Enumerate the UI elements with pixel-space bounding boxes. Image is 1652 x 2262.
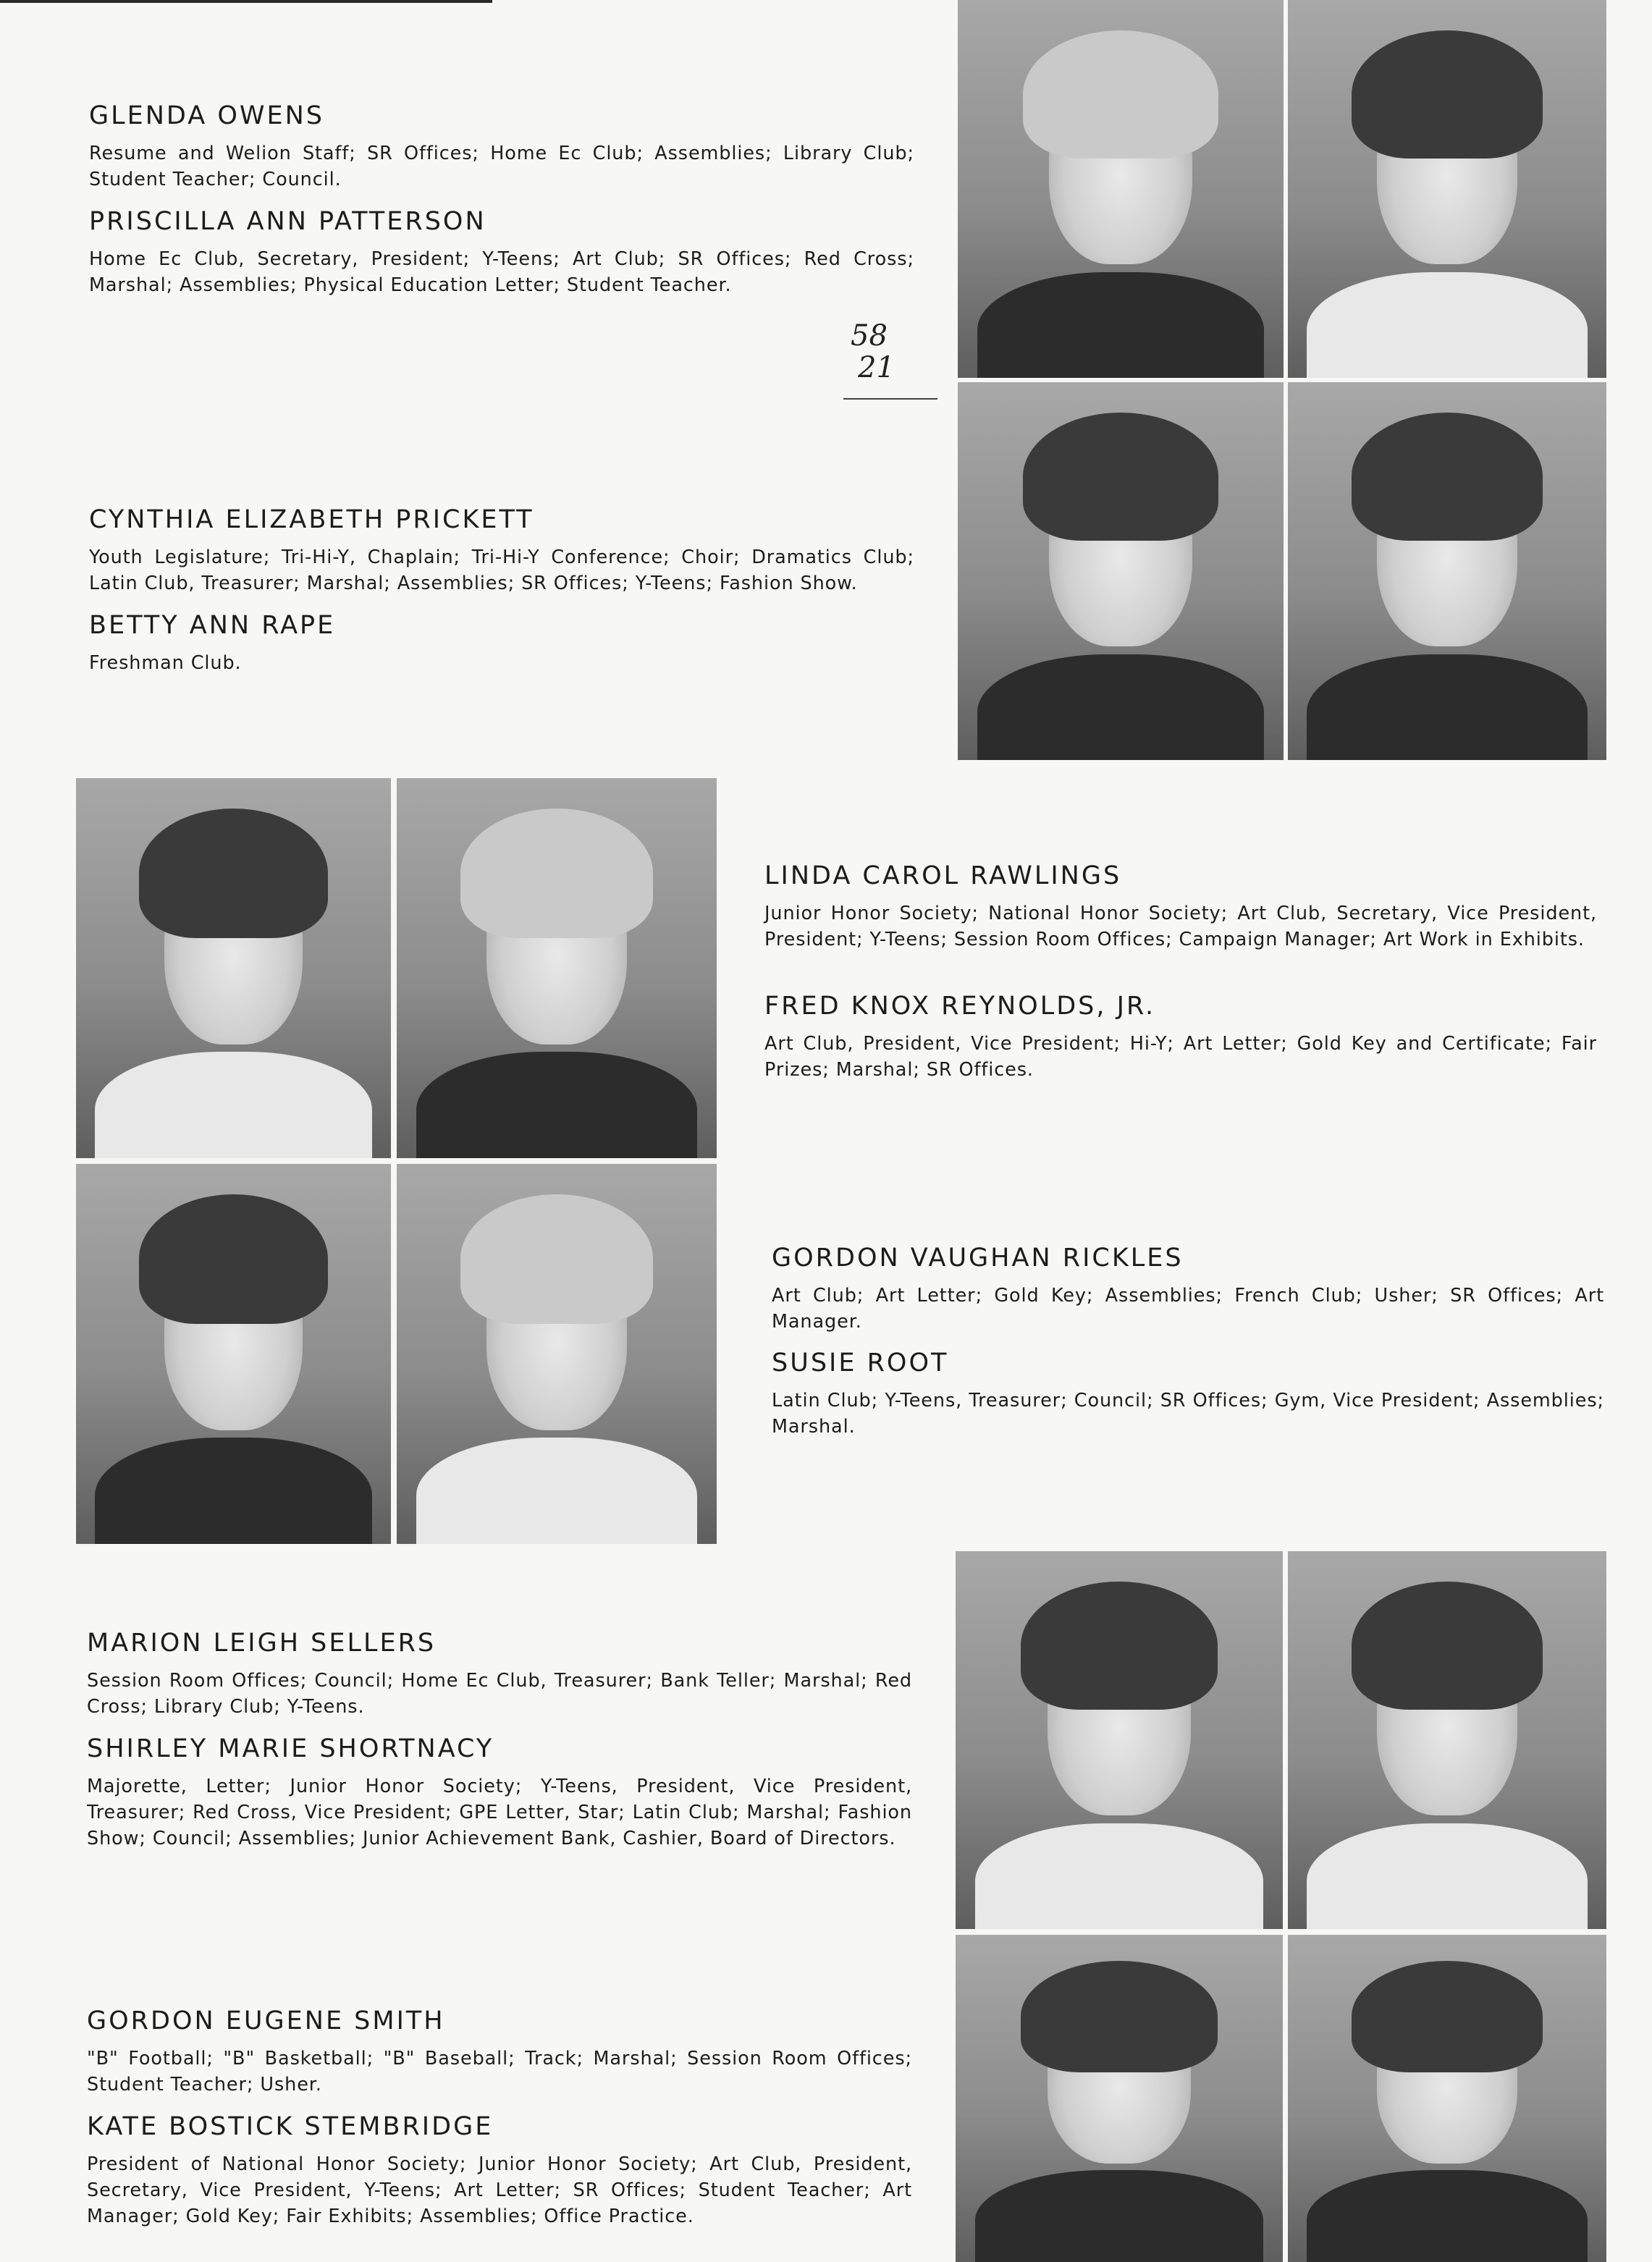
senior-entry (87, 2006, 912, 2098)
student-name: GLENDA OWENS (89, 101, 324, 130)
senior-entry (87, 2112, 912, 2229)
handwritten-note (851, 320, 895, 384)
student-activities: Latin Club; Y-Teens, Treasurer; Council; SR Offices; Gym, Vice President; Assemblies; Marshal. (772, 1390, 1604, 1438)
student-name: SHIRLEY MARIE SHORTNACY (87, 1734, 494, 1763)
student-name: BETTY ANN RAPE (89, 611, 336, 640)
handwritten-line-2: 21 (858, 351, 895, 384)
student-name: LINDA CAROL RAWLINGS (764, 861, 1122, 890)
student-activities: Freshman Club. (89, 652, 242, 674)
student-activities: Youth Legislature; Tri-Hi-Y, Chaplain; Tri-Hi-Y Conference; Choir; Dramatics Club; Latin Club, Treasurer; Marshal; Assemblies; SR Offices; Y-Teens; Fashion Show. (89, 546, 914, 594)
portrait-photo (958, 382, 1284, 760)
student-name: FRED KNOX REYNOLDS, JR. (764, 992, 1156, 1021)
senior-entry (764, 992, 1597, 1083)
portrait-photo (397, 1164, 717, 1544)
student-name: PRISCILLA ANN PATTERSON (89, 207, 486, 236)
portrait-photo (397, 778, 717, 1158)
senior-entry (89, 207, 914, 298)
senior-entry (89, 505, 914, 596)
top-border-line (0, 0, 492, 3)
senior-entry (87, 1629, 912, 1720)
senior-entry (764, 861, 1597, 953)
senior-entry (89, 101, 914, 193)
portrait-photo (76, 1164, 391, 1544)
portrait-photo (76, 778, 391, 1158)
portrait-photo (1288, 1935, 1606, 2262)
portrait-photo (956, 1935, 1283, 2262)
student-name: GORDON VAUGHAN RICKLES (772, 1244, 1184, 1273)
portrait-photo (1288, 382, 1606, 760)
portrait-photo (956, 1551, 1283, 1929)
student-activities: Art Club; Art Letter; Gold Key; Assemblies; French Club; Usher; SR Offices; Art Manager. (772, 1285, 1604, 1333)
portrait-photo (958, 0, 1284, 378)
senior-entry (772, 1244, 1604, 1335)
student-name: CYNTHIA ELIZABETH PRICKETT (89, 505, 534, 534)
portrait-photo (1288, 1551, 1606, 1929)
senior-entry (772, 1349, 1604, 1440)
student-name: SUSIE ROOT (772, 1349, 949, 1377)
student-activities: Majorette, Letter; Junior Honor Society; Y-Teens, President, Vice President, Treasurer; Red Cross, Vice President; GPE Letter, Star; Latin Club; Marshal; Fashion Show; Council; Assemblies; Junior Achievement Bank, Cashier, Board of Directors. (87, 1776, 912, 1849)
student-activities: Art Club, President, Vice President; Hi-Y; Art Letter; Gold Key and Certificate; Fair Prizes; Marshal; SR Offices. (764, 1033, 1597, 1081)
student-name: KATE BOSTICK STEMBRIDGE (87, 2112, 494, 2141)
senior-entry (87, 1734, 912, 1852)
handwritten-line-1: 58 (851, 319, 888, 353)
senior-entry (89, 611, 914, 676)
student-name: MARION LEIGH SELLERS (87, 1629, 437, 1658)
student-activities: Resume and Welion Staff; SR Offices; Home Ec Club; Assemblies; Library Club; Student Teacher; Council. (89, 143, 914, 190)
student-name: GORDON EUGENE SMITH (87, 2006, 445, 2035)
student-activities: Home Ec Club, Secretary, President; Y-Teens; Art Club; SR Offices; Red Cross; Marshal; Assemblies; Physical Education Letter; Student Teacher. (89, 248, 914, 296)
student-activities: President of National Honor Society; Junior Honor Society; Art Club, President, Secretary, Vice President, Y-Teens; Art Letter; SR Offices; Student Teacher; Art Manager; Gold Key; Fair Exhibits; Assemblies; Office Practice. (87, 2153, 912, 2227)
student-activities: Junior Honor Society; National Honor Society; Art Club, Secretary, Vice President, President; Y-Teens; Session Room Offices; Campaign Manager; Art Work in Exhibits. (764, 903, 1597, 950)
portrait-photo (1288, 0, 1606, 378)
student-activities: "B" Football; "B" Basketball; "B" Baseball; Track; Marshal; Session Room Offices; Student Teacher; Usher. (87, 2048, 912, 2096)
student-activities: Session Room Offices; Council; Home Ec Club, Treasurer; Bank Teller; Marshal; Red Cross; Library Club; Y-Teens. (87, 1670, 912, 1718)
